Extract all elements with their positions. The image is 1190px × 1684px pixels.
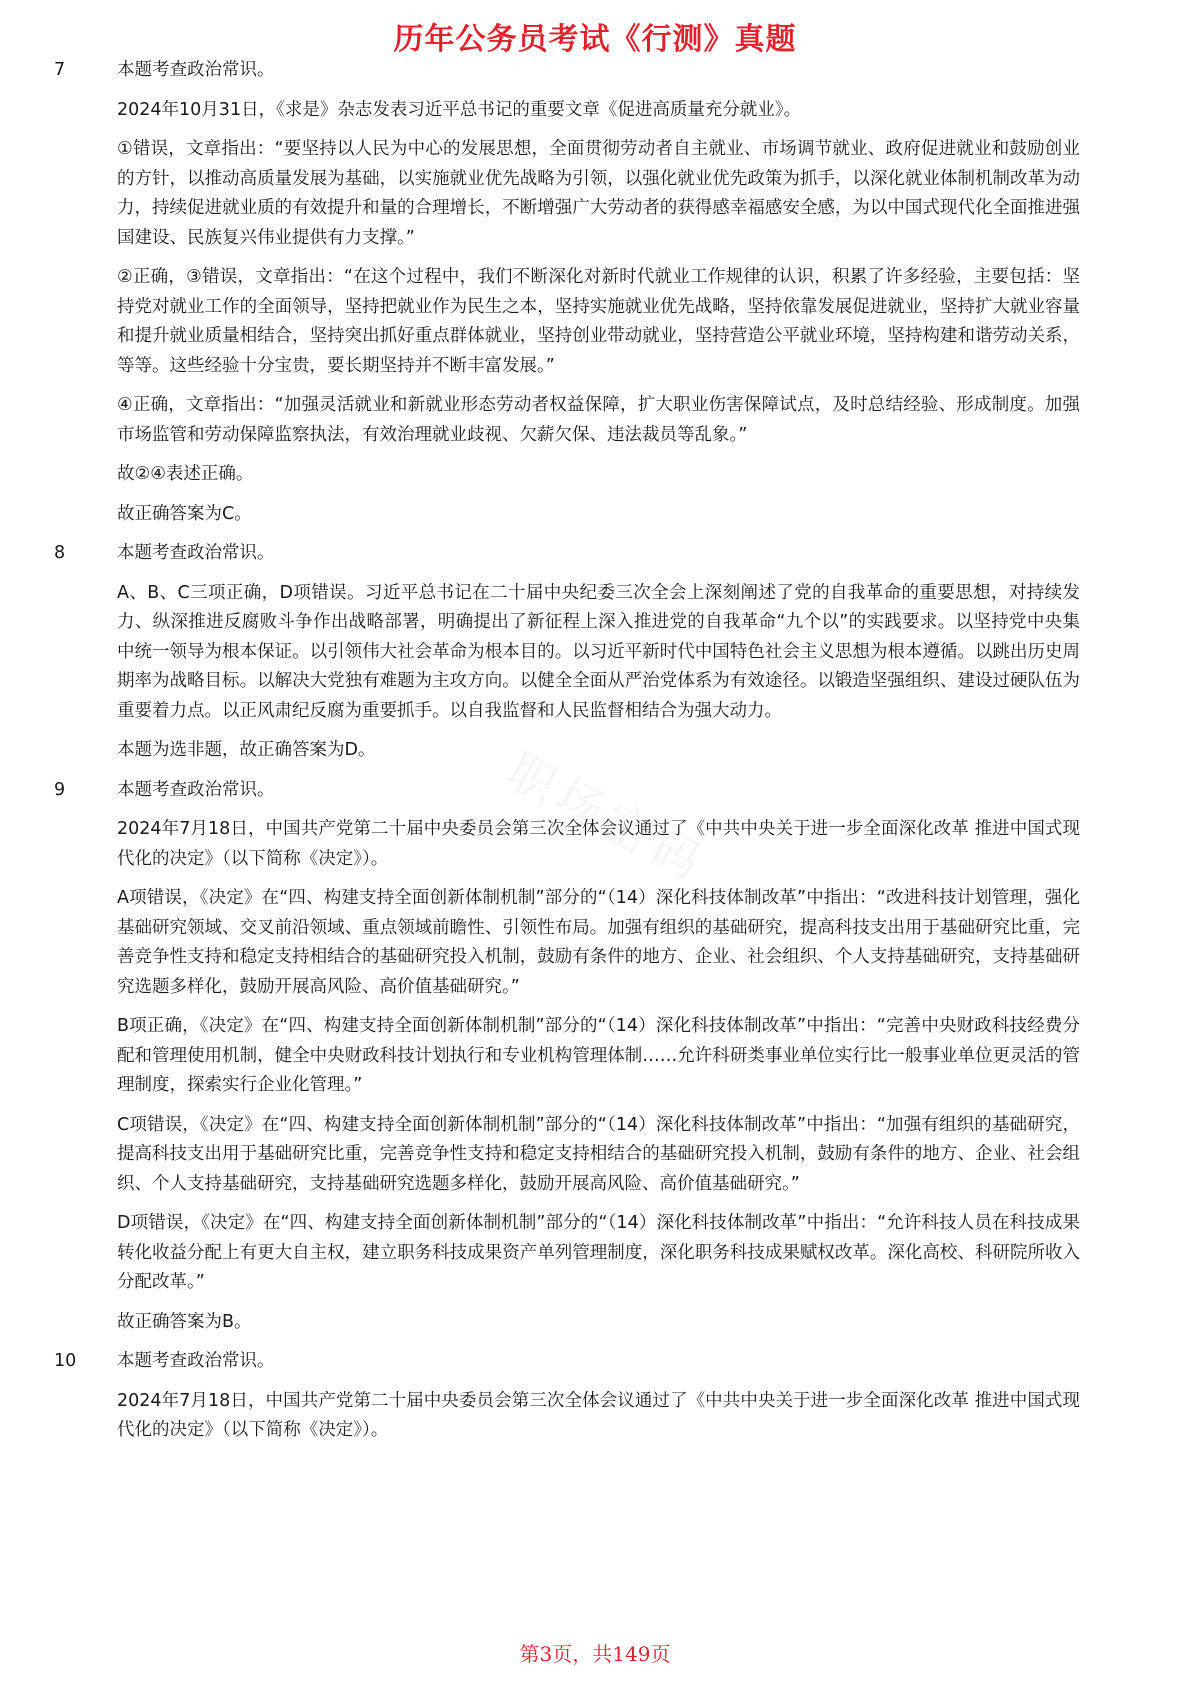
answer-paragraph: 本题为选非题，故正确答案为D。 xyxy=(117,740,376,760)
answer-paragraph: 2024年7月18日，中国共产党第二十届中央委员会第三次全体会议通过了《中共中央关于进一步全面深化改革 推进中国式现代化的决定》（以下简称《决定》）。 xyxy=(117,1390,1080,1440)
answer-paragraph: 故正确答案为C。 xyxy=(117,503,252,524)
answer-paragraph: 本题考查政治常识。 xyxy=(117,543,275,563)
answer-paragraph: 本题考查政治常识。 xyxy=(117,779,275,800)
page-title: 历年公务员考试《行测》真题 xyxy=(393,22,797,57)
answer-paragraph: A、B、C三项正确，D项错误。习近平总书记在二十届中央纪委三次全会上深刻阐述了党的自我革命的重要思想，对持续发力、纵深推进反腐败斗争作出战略部署，明确提出了新征程上深入推进党的自我革命“九个以”的实践要求。以坚持党中央集中统一领导为根本保证。以引领伟大社会革命为根本目的。以习近平新时代中国特色社会主义思想为根本遵循。以跳出历史周期率为战略目标。以解决大党独有难题为主攻方向。以健全全面从严治党体系为有效途径。以锻造坚强组织、建设过硬队伍为重要着力点。以正风肃纪反腐为重要抓手。以自我监督和人民监督相结合为强大动力。 xyxy=(117,582,1080,721)
answer-paragraph: ②正确，③错误，文章指出：“在这个过程中，我们不断深化对新时代就业工作规律的认识，积累了许多经验，主要包括：坚持党对就业工作的全面领导，坚持把就业作为民生之本，坚持实施就业优先战略，坚持依靠发展促进就业，坚持扩大就业容量和提升就业质量相结合，坚持突出抓好重点群体就业，坚持创业带动就业，坚持营造公平就业环境，坚持构建和谐劳动关系，等等。这些经验十分宝贵，要长期坚持并不断丰富发展。” xyxy=(117,267,1080,376)
question-block-9 xyxy=(0,776,1190,1338)
question-number: 9 xyxy=(54,779,66,800)
answer-paragraph: ①错误，文章指出：“要坚持以人民为中心的发展思想，全面贯彻劳动者自主就业、市场调节就业、政府促进就业和鼓励创业的方针，以推动高质量发展为基础，以实施就业优先战略为引领，以强化就业优先政策为抓手，以深化就业体制机制改革为动力，持续促进就业质的有效提升和量的合理增长，不断增强广大劳动者的获得感幸福感安全感，为以中国式现代化全面推进强国建设、民族复兴伟业提供有力支撑。” xyxy=(117,139,1080,248)
answer-paragraph: 本题考查政治常识。 xyxy=(117,60,275,80)
answer-paragraph: 故②④表述正确。 xyxy=(117,464,254,484)
answer-paragraph: A项错误，《决定》在“四、构建支持全面创新体制机制”部分的“（14）深化科技体制改革”中指出：“改进科技计划管理，强化基础研究领域、交叉前沿领域、重点领域前瞻性、引领性布局。加强有组织的基础研究，提高科技支出用于基础研究比重，完善竞争性支持和稳定支持相结合的基础研究投入机制，鼓励有条件的地方、企业、社会组织、个人支持基础研究，支持基础研究选题多样化，鼓励开展高风险、高价值基础研究。” xyxy=(117,888,1080,997)
watermark-text: 职场密码 xyxy=(497,743,715,894)
answer-paragraph: B项正确，《决定》在“四、构建支持全面创新体制机制”部分的“（14）深化科技体制改革”中指出：“完善中央财政科技经费分配和管理使用机制，健全中央财政科技计划执行和专业机构管理体制……允许科研类事业单位实行比一般事业单位更灵活的管理制度，探索实行企业化管理。” xyxy=(117,1016,1080,1095)
answer-paragraph: 2024年10月31日，《求是》杂志发表习近平总书记的重要文章《促进高质量充分就业》。 xyxy=(117,99,802,120)
answer-paragraph: 2024年7月18日，中国共产党第二十届中央委员会第三次全体会议通过了《中共中央关于进一步全面深化改革 推进中国式现代化的决定》（以下简称《决定》）。 xyxy=(117,819,1080,869)
answer-paragraph: ④正确，文章指出：“加强灵活就业和新就业形态劳动者权益保障，扩大职业伤害保障试点，及时总结经验、形成制度。加强市场监管和劳动保障监察执法，有效治理就业歧视、欠薪欠保、违法裁员等乱象。” xyxy=(117,395,1080,445)
question-block-10 xyxy=(0,1347,1190,1446)
answer-paragraph: 故正确答案为B。 xyxy=(117,1311,252,1332)
question-number: 10 xyxy=(54,1351,77,1371)
question-block-8 xyxy=(0,539,1190,766)
answer-content xyxy=(0,56,1190,1456)
answer-paragraph: C项错误，《决定》在“四、构建支持全面创新体制机制”部分的“（14）深化科技体制改革”中指出：“加强有组织的基础研究，提高科技支出用于基础研究比重，完善竞争性支持和稳定支持相结合的基础研究投入机制，鼓励有条件的地方、企业、社会组织、个人支持基础研究，支持基础研究选题多样化，鼓励开展高风险、高价值基础研究。” xyxy=(117,1114,1080,1194)
question-number: 8 xyxy=(54,543,66,563)
question-block-7 xyxy=(0,56,1190,529)
page-number-footer: 第3页，共149页 xyxy=(519,1642,671,1666)
answer-paragraph: D项错误，《决定》在“四、构建支持全面创新体制机制”部分的“（14）深化科技体制改革”中指出：“允许科技人员在科技成果转化收益分配上有更大自主权，建立职务科技成果资产单列管理制度，深化职务科技成果赋权改革。深化高校、科研院所收入分配改革。” xyxy=(117,1213,1080,1292)
question-number: 7 xyxy=(54,60,66,80)
answer-paragraph: 本题考查政治常识。 xyxy=(117,1351,275,1371)
